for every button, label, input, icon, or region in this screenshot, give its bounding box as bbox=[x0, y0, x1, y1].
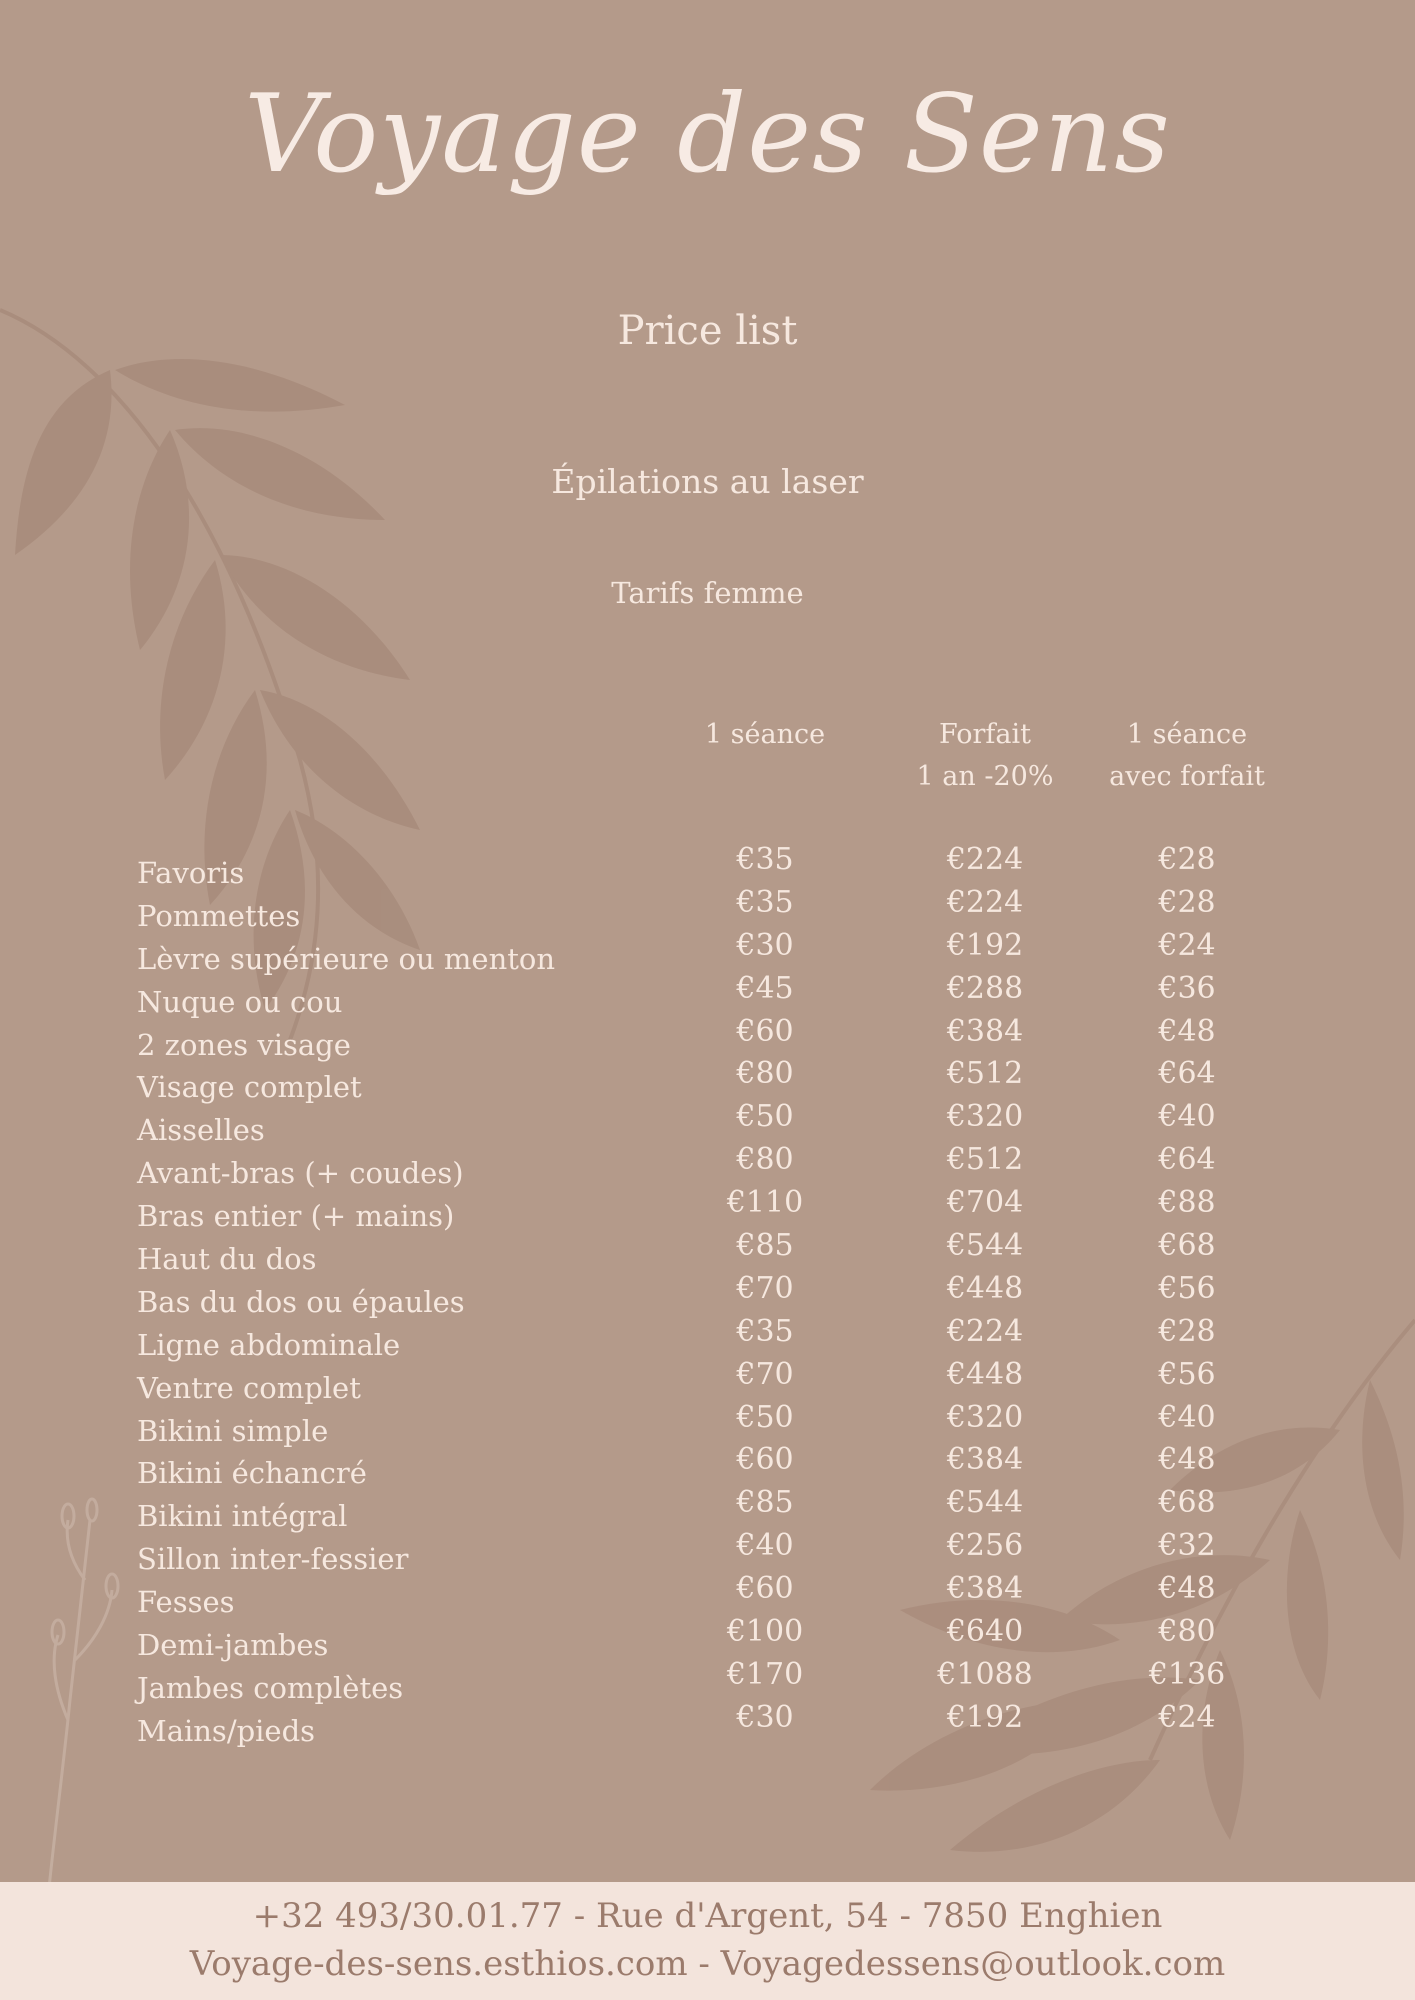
column-header-line: 1 séance bbox=[1126, 719, 1248, 750]
price-with-package: €64 bbox=[1158, 1056, 1216, 1092]
table-row bbox=[0, 1270, 1415, 1319]
price-single: €70 bbox=[736, 1356, 794, 1392]
price-table bbox=[0, 842, 1415, 1748]
price-with-package: €48 bbox=[1158, 1571, 1216, 1607]
price-single: €60 bbox=[736, 1571, 794, 1607]
price-package: €384 bbox=[946, 1571, 1024, 1607]
column-header-line: avec forfait bbox=[1109, 761, 1265, 792]
table-row bbox=[0, 1528, 1415, 1577]
table-row bbox=[0, 1356, 1415, 1405]
page-title: Price list bbox=[617, 308, 798, 354]
price-single: €60 bbox=[736, 1442, 794, 1478]
price-package: €320 bbox=[946, 1099, 1024, 1135]
table-row bbox=[0, 1699, 1415, 1748]
price-package: €1088 bbox=[937, 1656, 1033, 1692]
price-package: €288 bbox=[946, 970, 1024, 1006]
price-with-package: €48 bbox=[1158, 1013, 1216, 1049]
column-header-line: Forfait bbox=[939, 719, 1031, 750]
footer bbox=[0, 1882, 1415, 2000]
price-package: €544 bbox=[946, 1228, 1024, 1264]
price-package: €544 bbox=[946, 1485, 1024, 1521]
service-label: Favoris bbox=[137, 856, 245, 890]
service-label: Nuque ou cou bbox=[137, 984, 343, 1019]
price-package: €192 bbox=[946, 1699, 1024, 1735]
price-single: €85 bbox=[736, 1485, 794, 1521]
price-with-package: €28 bbox=[1158, 842, 1216, 877]
subsection-title: Tarifs femme bbox=[611, 576, 804, 610]
service-label: 2 zones visage bbox=[137, 1027, 351, 1062]
price-package: €224 bbox=[946, 1313, 1024, 1349]
service-label: Avant-bras (+ coudes) bbox=[137, 1156, 464, 1191]
price-package: €256 bbox=[946, 1528, 1024, 1564]
table-row bbox=[0, 1571, 1415, 1620]
table-row bbox=[0, 1399, 1415, 1448]
price-with-package: €40 bbox=[1158, 1099, 1216, 1135]
table-row bbox=[0, 1228, 1415, 1277]
price-single: €35 bbox=[736, 884, 794, 920]
service-label: Bikini simple bbox=[137, 1413, 329, 1448]
table-row bbox=[0, 884, 1415, 933]
price-single: €50 bbox=[736, 1099, 794, 1135]
price-single: €85 bbox=[736, 1228, 794, 1264]
service-label: Ventre complet bbox=[137, 1370, 361, 1405]
price-single: €35 bbox=[736, 1313, 794, 1349]
price-with-package: €64 bbox=[1158, 1142, 1216, 1178]
price-with-package: €88 bbox=[1158, 1185, 1216, 1221]
price-package: €384 bbox=[946, 1013, 1024, 1049]
table-row bbox=[0, 1442, 1415, 1491]
price-package: €224 bbox=[946, 842, 1024, 877]
price-package: €512 bbox=[946, 1056, 1024, 1092]
service-label: Demi-jambes bbox=[137, 1628, 329, 1663]
table-row bbox=[0, 1614, 1415, 1663]
section-title: Épilations au laser bbox=[551, 462, 864, 501]
price-single: €45 bbox=[736, 970, 794, 1006]
table-row bbox=[0, 1185, 1415, 1234]
price-package: €512 bbox=[946, 1142, 1024, 1178]
price-package: €640 bbox=[946, 1614, 1024, 1650]
service-label: Lèvre supérieure ou menton bbox=[137, 941, 556, 976]
service-label: Bras entier (+ mains) bbox=[137, 1199, 455, 1234]
price-single: €110 bbox=[726, 1185, 804, 1221]
price-single: €70 bbox=[736, 1270, 794, 1306]
footer-web-email[interactable]: Voyage-des-sens.esthios.com - Voyagedessens@outlook.com bbox=[189, 1944, 1226, 1984]
price-package: €192 bbox=[946, 927, 1024, 963]
table-row bbox=[0, 1013, 1415, 1062]
price-package: €384 bbox=[946, 1442, 1024, 1478]
service-label: Jambes complètes bbox=[137, 1670, 404, 1705]
price-single: €35 bbox=[736, 842, 794, 877]
table-row bbox=[0, 927, 1415, 976]
table-row bbox=[0, 1142, 1415, 1191]
price-single: €30 bbox=[736, 1699, 794, 1735]
table-row bbox=[0, 1313, 1415, 1362]
price-with-package: €68 bbox=[1158, 1485, 1216, 1521]
service-label: Bikini intégral bbox=[137, 1499, 348, 1534]
price-with-package: €28 bbox=[1158, 1313, 1216, 1349]
price-single: €100 bbox=[726, 1614, 804, 1650]
price-with-package: €48 bbox=[1158, 1442, 1216, 1478]
brand-logo: Voyage des Sens bbox=[244, 72, 1171, 197]
service-label: Ligne abdominale bbox=[137, 1327, 401, 1362]
column-header-session-with-package bbox=[1067, 714, 1307, 798]
service-label: Bas du dos ou épaules bbox=[137, 1284, 465, 1319]
service-label: Pommettes bbox=[137, 898, 301, 933]
price-package: €448 bbox=[946, 1270, 1024, 1306]
price-with-package: €24 bbox=[1158, 927, 1216, 963]
table-row bbox=[0, 970, 1415, 1019]
price-package: €224 bbox=[946, 884, 1024, 920]
table-row bbox=[0, 1485, 1415, 1534]
service-label: Haut du dos bbox=[137, 1242, 317, 1277]
price-with-package: €36 bbox=[1158, 970, 1216, 1006]
price-with-package: €40 bbox=[1158, 1399, 1216, 1435]
price-with-package: €56 bbox=[1158, 1270, 1216, 1306]
table-row bbox=[0, 842, 1415, 890]
table-row bbox=[0, 1056, 1415, 1105]
price-single: €80 bbox=[736, 1142, 794, 1178]
service-label: Sillon inter-fessier bbox=[137, 1542, 409, 1577]
price-package: €448 bbox=[946, 1356, 1024, 1392]
price-single: €80 bbox=[736, 1056, 794, 1092]
price-with-package: €136 bbox=[1148, 1656, 1226, 1692]
price-with-package: €32 bbox=[1158, 1528, 1216, 1564]
price-with-package: €24 bbox=[1158, 1699, 1216, 1735]
price-single: €30 bbox=[736, 927, 794, 963]
price-package: €704 bbox=[946, 1185, 1024, 1221]
footer-contact: +32 493/30.01.77 - Rue d'Argent, 54 - 7850 Enghien bbox=[252, 1896, 1163, 1936]
price-single: €170 bbox=[726, 1656, 804, 1692]
column-header-line: 1 séance bbox=[704, 719, 826, 750]
service-label: Mains/pieds bbox=[137, 1713, 316, 1748]
price-package: €320 bbox=[946, 1399, 1024, 1435]
service-label: Fesses bbox=[137, 1585, 235, 1620]
table-row bbox=[0, 1099, 1415, 1148]
column-header-single-session bbox=[645, 714, 885, 756]
table-row bbox=[0, 1656, 1415, 1705]
price-single: €50 bbox=[736, 1399, 794, 1435]
column-header-line: 1 an -20% bbox=[916, 761, 1054, 792]
price-with-package: €56 bbox=[1158, 1356, 1216, 1392]
price-single: €40 bbox=[736, 1528, 794, 1564]
service-label: Bikini échancré bbox=[137, 1456, 367, 1491]
price-with-package: €80 bbox=[1158, 1614, 1216, 1650]
price-with-package: €68 bbox=[1158, 1228, 1216, 1264]
service-label: Aisselles bbox=[137, 1113, 265, 1148]
service-label: Visage complet bbox=[137, 1070, 362, 1105]
price-with-package: €28 bbox=[1158, 884, 1216, 920]
price-single: €60 bbox=[736, 1013, 794, 1049]
